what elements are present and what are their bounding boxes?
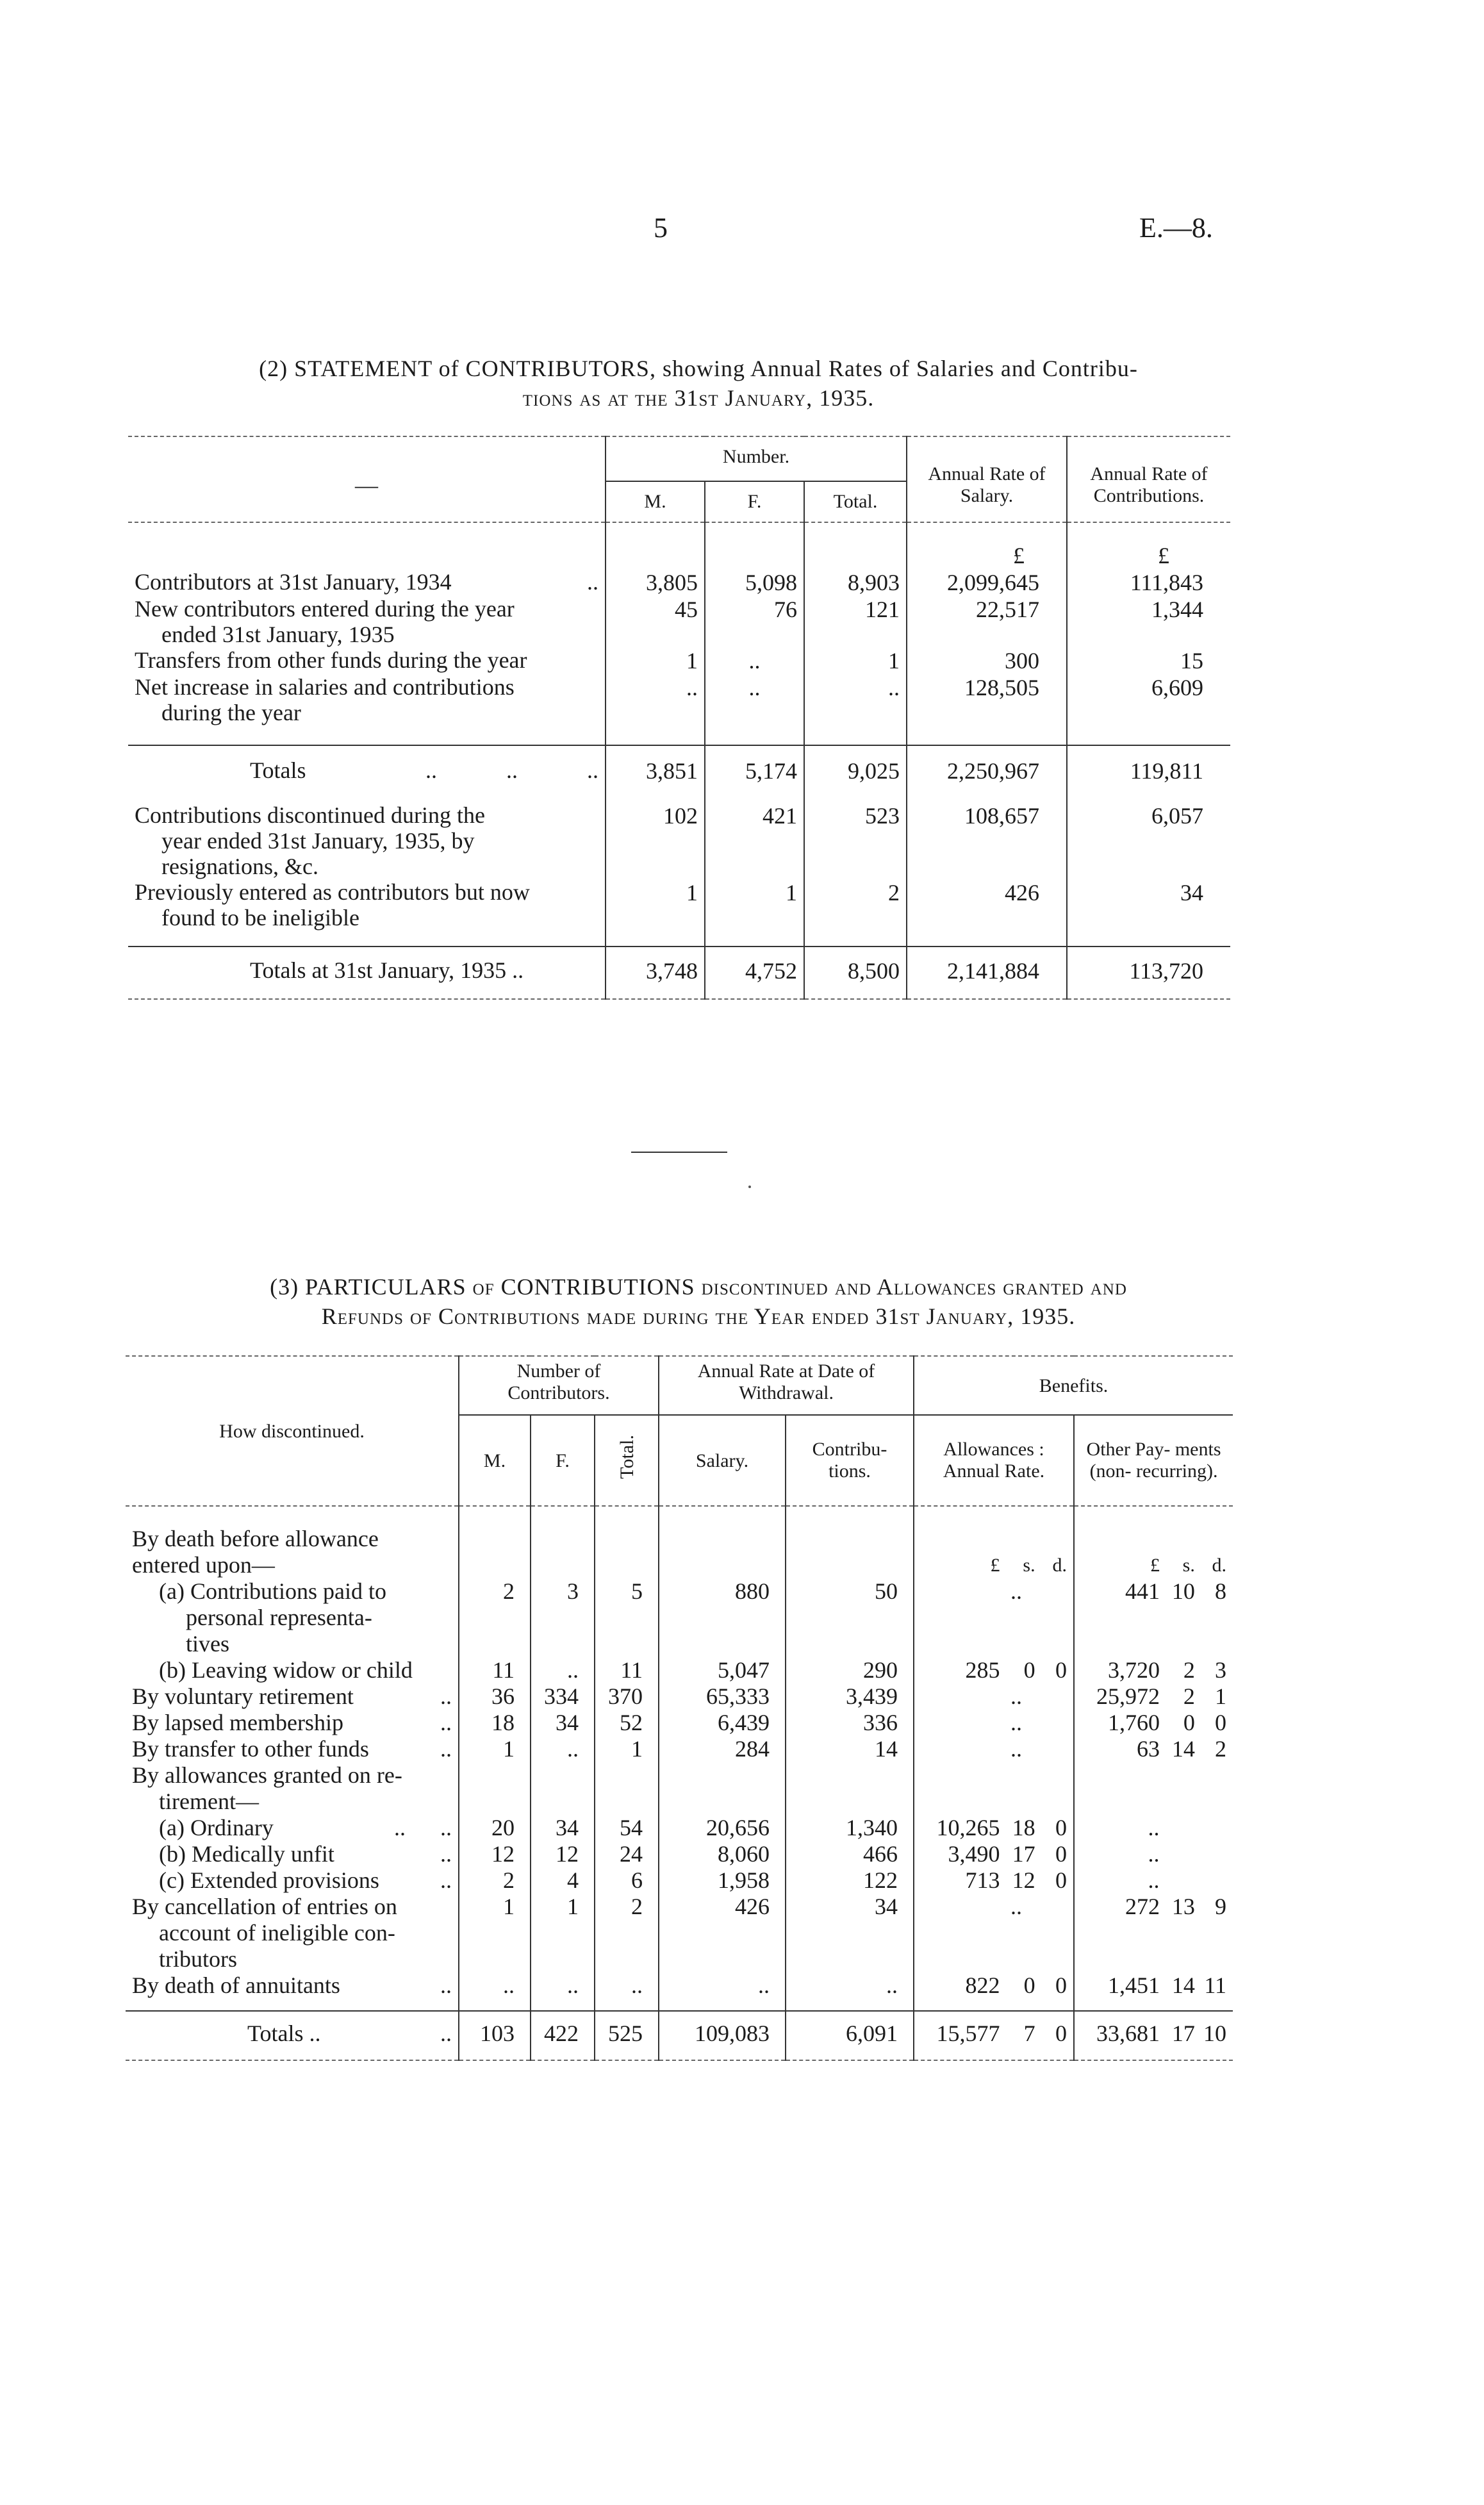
contributions-header: Contribu- tions.	[786, 1415, 914, 1506]
totals-label: Totals ..	[247, 2021, 321, 2046]
how-header: How discontinued.	[219, 1420, 365, 1442]
table-row	[128, 795, 1230, 879]
f-value: ..	[531, 1972, 595, 2011]
salary-value: 300	[907, 647, 1067, 674]
row-label: By transfer to other funds	[132, 1736, 369, 1762]
salary-value: 20,656	[659, 1815, 786, 1841]
contrib-value: 290	[786, 1657, 914, 1683]
totals-label: Totals	[250, 757, 306, 783]
salary-value: 1,958	[659, 1867, 786, 1894]
contrib-value: 6,091	[786, 2011, 914, 2060]
particulars-title	[128, 1272, 1269, 1331]
f-value: 5,174	[705, 745, 804, 795]
row-label-cont: year ended 31st January, 1935, by	[161, 828, 475, 854]
salary-value: 5,047	[659, 1657, 786, 1683]
statement-title	[128, 354, 1269, 413]
contrib-value: 122	[786, 1867, 914, 1894]
f-value: ..	[531, 1657, 595, 1683]
shillings: 2	[1183, 1657, 1195, 1683]
m-value: 102	[606, 795, 705, 879]
salary-value: 8,060	[659, 1841, 786, 1867]
m-value: 12	[459, 1841, 531, 1867]
row-dots: ..	[440, 1867, 452, 1893]
shillings: 17	[1012, 1841, 1035, 1867]
intro-label: By death before allowance	[132, 1526, 379, 1551]
total-value: 8,500	[804, 947, 907, 999]
f-value: 4	[531, 1867, 595, 1894]
salary-value: 128,505	[907, 674, 1067, 745]
f-value: 12	[531, 1841, 595, 1867]
total-value: 1	[595, 1736, 659, 1762]
total-header: Total.	[616, 1435, 638, 1479]
pence: 1	[1215, 1683, 1227, 1709]
f-value: 34	[531, 1710, 595, 1736]
pence: 0	[1055, 2021, 1068, 2046]
m-value: 103	[459, 2011, 531, 2060]
allowances-header: Allowances : Annual Rate.	[914, 1415, 1074, 1506]
shilling-sign: s.	[1023, 1555, 1035, 1576]
particulars-title-line1: (3) PARTICULARS of CONTRIBUTIONS discontinued and Allowances granted and	[270, 1274, 1127, 1300]
row-label: Contributors at 31st January, 1934	[135, 569, 452, 595]
row-dots: ..	[440, 1683, 452, 1709]
salary-header: Salary.	[659, 1415, 786, 1506]
m-value: 1	[606, 879, 705, 947]
pence-sign: d.	[1212, 1555, 1227, 1576]
total-header: Total.	[804, 481, 907, 522]
total-value: 121	[804, 596, 907, 647]
total-value: 8,903	[804, 569, 907, 596]
statement-title-line1: (2) STATEMENT of CONTRIBUTORS, showing Annual Rates of Salaries and Contribu-	[259, 356, 1138, 381]
table-row	[126, 1972, 1233, 2011]
number-header: Number.	[606, 436, 907, 481]
pounds: 25,972	[1096, 1683, 1160, 1709]
pounds: 3,490	[948, 1841, 1000, 1867]
pence: 3	[1215, 1657, 1227, 1683]
pence: 0	[1215, 1710, 1227, 1735]
total-value: 6	[595, 1867, 659, 1894]
particulars-title-line2: Refunds of Contributions made during the Year ended 31st January, 1935.	[321, 1303, 1076, 1329]
m-value: 1	[606, 647, 705, 674]
pounds: 15,577	[936, 2021, 1000, 2046]
number-of-header: Number of Contributors.	[459, 1356, 659, 1415]
f-value: 1	[705, 879, 804, 947]
table-row	[126, 1894, 1233, 1972]
f-value: 334	[531, 1683, 595, 1710]
statement-title-line2: tions as at the 31st January, 1935.	[522, 385, 875, 411]
pence: 8	[1215, 1578, 1227, 1604]
row-dots: ..	[440, 1710, 452, 1735]
m-value: 3,851	[606, 745, 705, 795]
salary-value: 2,099,645	[907, 569, 1067, 596]
table-row	[128, 647, 1230, 674]
f-header: F.	[531, 1415, 595, 1506]
totals-dots: ..	[440, 2021, 452, 2046]
pounds: 285	[965, 1657, 1000, 1683]
m-value: ..	[606, 674, 705, 745]
pence: 2	[1215, 1736, 1227, 1762]
pounds: 1,451	[1107, 1972, 1160, 1998]
row-dots: ..	[440, 1841, 452, 1867]
final-totals-row	[128, 947, 1230, 999]
f-value: 4,752	[705, 947, 804, 999]
contrib-value: 14	[786, 1736, 914, 1762]
allowance-value: ..	[914, 1710, 1074, 1736]
table-row	[126, 1867, 1233, 1894]
pence: 0	[1055, 1657, 1068, 1683]
allowance-value: ..	[914, 1578, 1074, 1657]
total-value: 5	[595, 1578, 659, 1657]
row-dots: .. ..	[394, 1815, 452, 1840]
shillings: 17	[1171, 2021, 1195, 2046]
m-value: 2	[459, 1867, 531, 1894]
allowance-value: ..	[914, 1683, 1074, 1710]
m-value: 36	[459, 1683, 531, 1710]
total-value: 52	[595, 1710, 659, 1736]
pounds: 10,265	[936, 1815, 1000, 1840]
page-number: 5	[654, 212, 668, 244]
retire-intro-label-cont: tirement—	[159, 1789, 259, 1814]
m-value: 20	[459, 1815, 531, 1841]
table-row	[126, 1815, 1233, 1841]
salary-value: 426	[907, 879, 1067, 947]
salary-value: ..	[659, 1972, 786, 2011]
f-value: 421	[705, 795, 804, 879]
row-label: (c) Extended provisions	[159, 1867, 379, 1893]
other-value: ..	[1074, 1841, 1233, 1867]
document-code: E.—8.	[1139, 212, 1213, 244]
m-value: 1	[459, 1736, 531, 1762]
salary-value: 108,657	[907, 795, 1067, 879]
total-value: 523	[804, 795, 907, 879]
salary-value: 6,439	[659, 1710, 786, 1736]
contrib-value: 119,811	[1067, 745, 1230, 795]
contrib-value: ..	[786, 1972, 914, 2011]
table-row	[126, 1683, 1233, 1710]
total-value: 9,025	[804, 745, 907, 795]
shillings: 12	[1012, 1867, 1035, 1893]
row-label: Net increase in salaries and contributions	[135, 674, 515, 700]
shillings: 13	[1171, 1894, 1195, 1919]
m-header: M.	[606, 481, 705, 522]
row-label-cont: personal representa-	[186, 1605, 372, 1630]
row-label: New contributors entered during the year	[135, 596, 515, 622]
final-totals-label: Totals at 31st January, 1935 ..	[250, 957, 524, 983]
contributions-header: Annual Rate of Contributions.	[1067, 436, 1230, 522]
salary-value: 109,083	[659, 2011, 786, 2060]
intro-label-cont: entered upon—	[132, 1552, 275, 1578]
m-value: 11	[459, 1657, 531, 1683]
row-label-cont: tives	[186, 1631, 229, 1657]
shillings: 0	[1023, 1972, 1035, 1998]
table-row	[128, 674, 1230, 745]
pence: 11	[1204, 1972, 1227, 1998]
f-value: 5,098	[705, 569, 804, 596]
f-value: 76	[705, 596, 804, 647]
totals-row	[128, 745, 1230, 795]
row-label: (b) Medically unfit	[159, 1841, 334, 1867]
contrib-value: 6,057	[1067, 795, 1230, 879]
contrib-value: 3,439	[786, 1683, 914, 1710]
shillings: 14	[1171, 1736, 1195, 1762]
salary-value: 880	[659, 1578, 786, 1657]
total-value: 24	[595, 1841, 659, 1867]
pounds: 713	[965, 1867, 1000, 1893]
pence: 0	[1055, 1867, 1068, 1893]
pounds: 441	[1125, 1578, 1160, 1604]
pence: 0	[1055, 1841, 1068, 1867]
contrib-value: 34	[786, 1894, 914, 1972]
f-value: 1	[531, 1894, 595, 1972]
shillings: 0	[1183, 1710, 1195, 1735]
row-label: By death of annuitants	[132, 1972, 340, 1998]
pounds: 822	[965, 1972, 1000, 1998]
pence: 0	[1055, 1815, 1068, 1840]
salary-value: 2,141,884	[907, 947, 1067, 999]
pence: 9	[1215, 1894, 1227, 1919]
f-value: 422	[531, 2011, 595, 2060]
pounds: 63	[1136, 1736, 1160, 1762]
total-value: ..	[804, 674, 907, 745]
other-payments-header: Other Pay- ments (non- recurring).	[1074, 1415, 1233, 1506]
salary-value: 284	[659, 1736, 786, 1762]
row-label-cont: account of ineligible con-	[159, 1920, 395, 1946]
row-label: (a) Ordinary	[159, 1815, 274, 1840]
m-value: ..	[459, 1972, 531, 2011]
ink-speck	[748, 1186, 751, 1188]
total-value: 1	[804, 647, 907, 674]
total-value: 525	[595, 2011, 659, 2060]
m-value: 18	[459, 1710, 531, 1736]
table-row	[126, 1841, 1233, 1867]
shillings: 0	[1023, 1657, 1035, 1683]
pounds: 33,681	[1096, 2021, 1160, 2046]
contrib-value: 111,843	[1067, 569, 1230, 596]
shillings: 10	[1171, 1578, 1195, 1604]
pounds: 272	[1125, 1894, 1160, 1919]
pound-sign: £	[1150, 1555, 1160, 1576]
shilling-sign: s.	[1182, 1555, 1195, 1576]
m-value: 1	[459, 1894, 531, 1972]
pence: 0	[1055, 1972, 1068, 1998]
row-label-cont: ended 31st January, 1935	[161, 622, 395, 647]
m-value: 3,805	[606, 569, 705, 596]
contrib-value: 15	[1067, 647, 1230, 674]
pounds: 3,720	[1107, 1657, 1160, 1683]
row-label-cont: during the year	[161, 700, 301, 725]
annual-rate-header: Annual Rate at Date of Withdrawal.	[659, 1356, 914, 1415]
salary-value: 2,250,967	[907, 745, 1067, 795]
contrib-value: 466	[786, 1841, 914, 1867]
table-row	[126, 1736, 1233, 1762]
row-label: By voluntary retirement	[132, 1683, 354, 1709]
shillings: 14	[1171, 1972, 1195, 1998]
row-label-cont: resignations, &c.	[161, 854, 318, 879]
m-header: M.	[459, 1415, 531, 1506]
allowance-value: ..	[914, 1736, 1074, 1762]
row-label: Transfers from other funds during the year	[135, 647, 527, 673]
row-dots: ..	[440, 1972, 452, 1998]
benefits-header: Benefits.	[914, 1356, 1233, 1415]
contrib-value: 6,609	[1067, 674, 1230, 745]
pounds: 1,760	[1107, 1710, 1160, 1735]
contrib-value: 34	[1067, 879, 1230, 947]
retire-intro-label: By allowances granted on re-	[132, 1762, 402, 1788]
total-value: 54	[595, 1815, 659, 1841]
section-divider	[631, 1152, 727, 1153]
f-value: ..	[531, 1736, 595, 1762]
table-row	[126, 1710, 1233, 1736]
row-dots: ..	[440, 1736, 452, 1762]
table-row	[126, 1578, 1233, 1657]
contrib-value: 336	[786, 1710, 914, 1736]
salary-value: 426	[659, 1894, 786, 1972]
f-value: ..	[705, 674, 804, 745]
allowance-value: ..	[914, 1894, 1074, 1972]
f-header: F.	[705, 481, 804, 522]
row-label-cont: found to be ineligible	[161, 905, 359, 930]
m-value: 2	[459, 1578, 531, 1657]
row-label: By cancellation of entries on	[132, 1894, 397, 1919]
other-value: ..	[1074, 1815, 1233, 1841]
row-label-cont: tributors	[159, 1946, 237, 1972]
pound-sign: £	[1067, 522, 1230, 569]
contrib-value: 1,340	[786, 1815, 914, 1841]
f-value: 3	[531, 1578, 595, 1657]
totals-row	[126, 2011, 1233, 2060]
total-value: 370	[595, 1683, 659, 1710]
contrib-value: 50	[786, 1578, 914, 1657]
m-value: 45	[606, 596, 705, 647]
f-value: ..	[705, 647, 804, 674]
pound-sign: £	[907, 522, 1067, 569]
row-label: By lapsed membership	[132, 1710, 343, 1735]
row-label: Contributions discontinued during the	[135, 802, 485, 828]
table-row	[126, 1657, 1233, 1683]
salary-header: Annual Rate of Salary.	[907, 436, 1067, 522]
particulars-table	[126, 1355, 1233, 2061]
shillings: 7	[1023, 2021, 1035, 2046]
total-value: 11	[595, 1657, 659, 1683]
f-value: 34	[531, 1815, 595, 1841]
row-label: (b) Leaving widow or child	[159, 1657, 413, 1683]
table-row	[128, 879, 1230, 947]
row-label: (a) Contributions paid to	[159, 1578, 386, 1604]
blank-header: —	[355, 472, 378, 498]
pence: 10	[1203, 2021, 1227, 2046]
totals-dots: .. .. ..	[425, 757, 598, 783]
shillings: 18	[1012, 1815, 1035, 1840]
contrib-value: 1,344	[1067, 596, 1230, 647]
total-value: 2	[595, 1894, 659, 1972]
salary-value: 65,333	[659, 1683, 786, 1710]
total-value: 2	[804, 879, 907, 947]
pence-sign: d.	[1052, 1555, 1068, 1576]
statement-table	[128, 436, 1230, 1000]
total-value: ..	[595, 1972, 659, 2011]
table-row	[128, 569, 1230, 596]
row-dots: ..	[587, 569, 598, 595]
m-value: 3,748	[606, 947, 705, 999]
shillings: 2	[1183, 1683, 1195, 1709]
contrib-value: 113,720	[1067, 947, 1230, 999]
other-value: ..	[1074, 1867, 1233, 1894]
row-label: Previously entered as contributors but now	[135, 879, 530, 905]
salary-value: 22,517	[907, 596, 1067, 647]
table-row	[128, 596, 1230, 647]
pound-sign: £	[990, 1555, 1000, 1576]
